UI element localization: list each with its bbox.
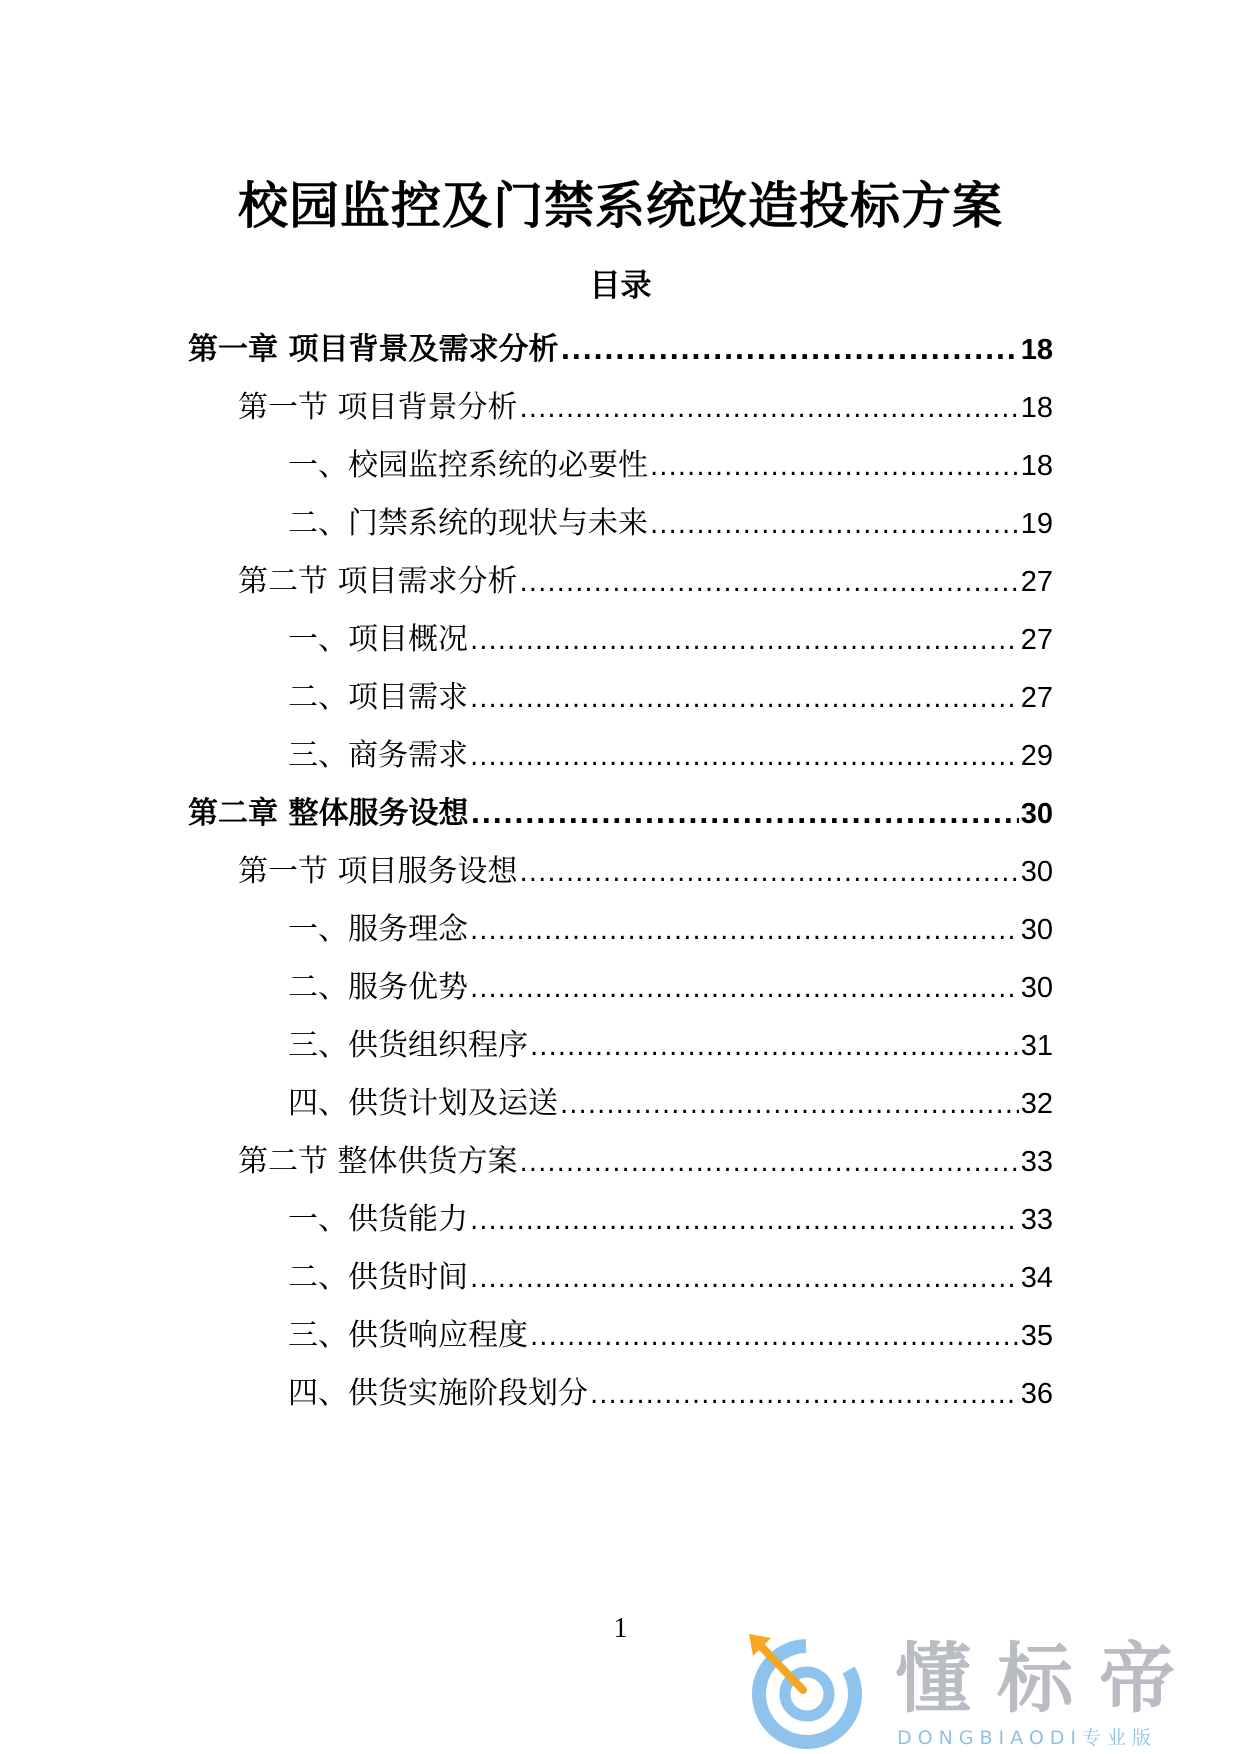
toc-entry-title: 一、服务理念: [288, 912, 468, 947]
toc-leader: [650, 504, 1019, 544]
toc-entry[interactable]: [288, 504, 1053, 544]
toc-entry-title: 三、供货响应程度: [288, 1318, 528, 1353]
toc-leader: [470, 678, 1019, 718]
toc-leader: [560, 1084, 1019, 1124]
toc-leader: [560, 330, 1018, 370]
toc-entry[interactable]: [288, 910, 1053, 950]
toc-entry-page: 29: [1020, 740, 1053, 772]
toc-entry-title: 一、项目概况: [288, 622, 468, 657]
toc-entry[interactable]: [288, 678, 1053, 718]
toc-entry-title: 三、商务需求: [288, 738, 468, 773]
toc-entry-page: 31: [1020, 1030, 1053, 1062]
toc-entry-page: 34: [1020, 1262, 1053, 1294]
toc-leader: [470, 910, 1019, 950]
watermark-brand-name: 懂标帝: [895, 1634, 1201, 1723]
toc-leader: [520, 852, 1019, 892]
toc-entry[interactable]: [288, 736, 1053, 776]
toc-entry-title: 第二节 项目需求分析: [238, 564, 518, 599]
toc-entry-page: 18: [1020, 450, 1053, 482]
toc-entry-title: 第一节 项目背景分析: [238, 390, 518, 425]
toc-entry-page: 30: [1020, 914, 1053, 946]
toc-entry[interactable]: [288, 1200, 1053, 1240]
toc-entry-page: 32: [1020, 1088, 1053, 1120]
toc-entry[interactable]: [188, 794, 1053, 834]
toc-leader: [470, 736, 1019, 776]
toc-entry-title: 第一节 项目服务设想: [238, 854, 518, 889]
toc-entry-page: 27: [1020, 566, 1053, 598]
toc-leader: [530, 1316, 1019, 1356]
toc-entry-title: 二、门禁系统的现状与未来: [288, 506, 648, 541]
toc-leader: [590, 1374, 1019, 1414]
toc-leader: [520, 562, 1019, 602]
toc-entry-title: 一、校园监控系统的必要性: [288, 448, 648, 483]
toc-entry[interactable]: [288, 446, 1053, 486]
toc-entry-title: 四、供货计划及运送: [288, 1086, 558, 1121]
toc-leader: [470, 794, 1018, 834]
toc-entry-title: 三、供货组织程序: [288, 1028, 528, 1063]
toc-entry-page: 18: [1020, 392, 1053, 424]
toc-entry-title: 第二章 整体服务设想: [188, 796, 469, 831]
toc-entry[interactable]: [288, 1258, 1053, 1298]
toc-entry[interactable]: [238, 1142, 1053, 1182]
toc-entry-page: 33: [1020, 1146, 1053, 1178]
toc-entry-title: 二、供货时间: [288, 1260, 468, 1295]
toc-entry[interactable]: [288, 1374, 1053, 1414]
toc-entry[interactable]: [288, 1084, 1053, 1124]
toc-entry-page: 27: [1020, 624, 1053, 656]
toc-entry-title: 第一章 项目背景及需求分析: [188, 332, 559, 367]
toc-entry-title: 一、供货能力: [288, 1202, 468, 1237]
toc-leader: [470, 1200, 1019, 1240]
watermark-subtitle: DONGBIAODI专业版: [897, 1727, 1158, 1749]
target-arrow-icon: [745, 1630, 870, 1754]
toc-entry-page: 35: [1020, 1320, 1053, 1352]
watermark: [745, 1630, 1241, 1754]
toc-entry-title: 四、供货实施阶段划分: [288, 1376, 588, 1411]
toc-entry-page: 30: [1020, 856, 1053, 888]
document-title: 校园监控及门禁系统改造投标方案: [238, 177, 1003, 235]
toc-entry[interactable]: [238, 562, 1053, 602]
toc-entry-page: 30: [1020, 798, 1053, 830]
toc-entry-title: 二、项目需求: [288, 680, 468, 715]
toc-entry[interactable]: [288, 620, 1053, 660]
toc-entry-page: 19: [1020, 508, 1053, 540]
toc-entry[interactable]: [188, 330, 1053, 370]
toc-entry-page: 18: [1020, 334, 1053, 366]
toc-leader: [470, 620, 1019, 660]
toc-leader: [520, 1142, 1019, 1182]
toc-entry[interactable]: [238, 388, 1053, 428]
toc-heading: 目录: [589, 268, 652, 304]
toc-entry-page: 30: [1020, 972, 1053, 1004]
toc-leader: [650, 446, 1019, 486]
toc-entry[interactable]: [288, 1316, 1053, 1356]
toc-entry-page: 33: [1020, 1204, 1053, 1236]
toc-entry[interactable]: [288, 968, 1053, 1008]
toc-leader: [470, 1258, 1019, 1298]
toc-entry-title: 二、服务优势: [288, 970, 468, 1005]
toc-leader: [530, 1026, 1019, 1066]
toc-entry-page: 36: [1020, 1378, 1053, 1410]
toc-entry-title: 第二节 整体供货方案: [238, 1144, 518, 1179]
toc-leader: [470, 968, 1019, 1008]
toc-entry-page: 27: [1020, 682, 1053, 714]
toc-leader: [520, 388, 1019, 428]
toc-entry[interactable]: [288, 1026, 1053, 1066]
toc-entry[interactable]: [238, 852, 1053, 892]
page-number: 1: [613, 1613, 628, 1644]
